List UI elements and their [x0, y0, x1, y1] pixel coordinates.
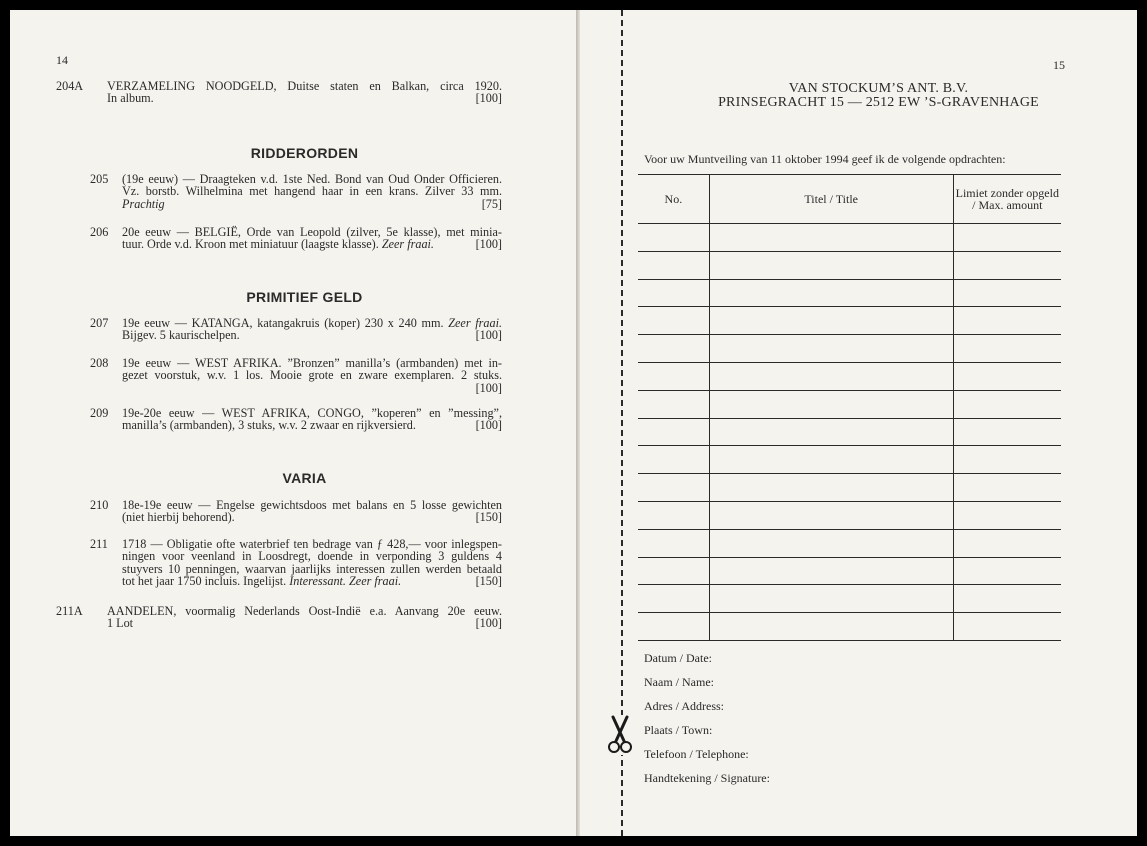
left-page — [10, 10, 576, 836]
name-field: Naam / Name: — [644, 675, 714, 689]
lot-text-line: tuur. Orde v.d. Kroon met miniatuur (laagste klasse). — [122, 237, 379, 252]
lot-price: [100] — [475, 380, 502, 395]
order-cell-limit — [953, 418, 1061, 446]
order-cell-limit — [953, 474, 1061, 502]
order-row — [638, 557, 1061, 585]
order-row — [638, 390, 1061, 418]
lot-text-line: In album. — [107, 91, 154, 106]
lot-text-line: Vz. borstb. Wilhelmina met hangend haar in een krans. Zilver 33 mm. — [122, 184, 502, 199]
lot-text-line: gezet voorstuk, w.v. 1 los. Mooie grote en zware exemplaren. 2 stuks. — [122, 368, 502, 383]
order-cell-title — [709, 251, 953, 279]
date-field: Datum / Date: — [644, 651, 712, 665]
signature-field: Handtekening / Signature: — [644, 771, 770, 785]
order-cell-title — [709, 335, 953, 363]
order-cell-limit — [953, 613, 1061, 641]
order-cell-no — [638, 335, 709, 363]
order-cell-limit — [953, 501, 1061, 529]
order-row — [638, 251, 1061, 279]
section-title-ridderorden: RIDDERORDEN — [250, 145, 359, 161]
order-cell-limit — [953, 224, 1061, 252]
column-header-title: Titel / Title — [709, 175, 953, 224]
lot-number: 207 — [90, 316, 109, 330]
address-field: Adres / Address: — [644, 699, 724, 713]
lot-number: 205 — [90, 172, 109, 186]
lot-number: 204A — [56, 79, 84, 93]
lot-text-line: AANDELEN, voormalig Nederlands Oost-Indië e.a. Aanvang 20e eeuw. — [107, 604, 502, 618]
order-cell-limit — [953, 362, 1061, 390]
right-page — [580, 10, 1137, 836]
town-field: Plaats / Town: — [644, 723, 713, 737]
cut-line — [621, 10, 623, 836]
order-cell-title — [709, 279, 953, 307]
lot-price: [150] — [475, 510, 502, 525]
order-cell-title — [709, 362, 953, 390]
order-cell-no — [638, 529, 709, 557]
lot-text-line: ningen voor veenland in Loosdregt, doende in verponding 3 guldens 4 — [122, 549, 502, 564]
lot-number: 210 — [90, 498, 109, 512]
order-cell-title — [709, 307, 953, 335]
order-cell-title — [709, 613, 953, 641]
order-cell-no — [638, 557, 709, 585]
lot-condition: Prachtig — [122, 196, 165, 211]
lot-text-line: VERZAMELING NOODGELD, Duitse staten en Balkan, circa 1920. — [107, 79, 502, 93]
order-row — [638, 446, 1061, 474]
lot-text-line: 19e eeuw — WEST AFRIKA. ”Bronzen” manilla’s (armbanden) met in- — [122, 356, 502, 370]
lot-number: 209 — [90, 406, 109, 420]
order-cell-limit — [953, 307, 1061, 335]
lot-text-line: (niet hierbij behorend). — [122, 510, 235, 525]
order-cell-limit — [953, 335, 1061, 363]
order-cell-no — [638, 501, 709, 529]
section-title-varia: VARIA — [282, 470, 327, 486]
order-cell-title — [709, 418, 953, 446]
lot-text-line: (19e eeuw) — Draagteken v.d. 1ste Ned. Bond van Oud Onder Officieren. — [122, 172, 502, 186]
order-row — [638, 362, 1061, 390]
order-cell-title — [709, 446, 953, 474]
dealer-name: VAN STOCKUM’S ANT. B.V. — [788, 81, 969, 96]
order-row — [638, 613, 1061, 641]
lot-text-line: tot het jaar 1750 incluis. Ingelijst. — [122, 573, 287, 588]
order-cell-title — [709, 529, 953, 557]
order-cell-limit — [953, 251, 1061, 279]
order-cell-limit — [953, 390, 1061, 418]
order-row — [638, 307, 1061, 335]
order-row — [638, 279, 1061, 307]
lot-price: [100] — [475, 616, 502, 631]
lot-text-line: 1718 — Obligatie ofte waterbrief ten bedrage van ƒ 428,— voor inlegspen- — [122, 537, 502, 551]
lot-text-line: 19e-20e eeuw — WEST AFRIKA, CONGO, ”koperen” en ”messing”, — [122, 406, 502, 420]
phone-field: Telefoon / Telephone: — [644, 747, 749, 761]
lot-price: [150] — [475, 573, 502, 588]
lot-text-line: stuyvers 10 penningen, waarvan jaarlijks interessen zullen werden betaald — [122, 561, 502, 576]
order-cell-limit — [953, 585, 1061, 613]
lot-price: [100] — [475, 418, 502, 433]
lot-text-line: manilla’s (armbanden), 3 stuks, w.v. 2 zwaar en rijkversierd. — [122, 418, 416, 433]
order-cell-no — [638, 446, 709, 474]
order-cell-title — [709, 501, 953, 529]
order-row — [638, 224, 1061, 252]
order-row — [638, 529, 1061, 557]
order-cell-limit — [953, 446, 1061, 474]
lot-number: 206 — [90, 225, 109, 239]
order-cell-title — [709, 390, 953, 418]
order-cell-no — [638, 279, 709, 307]
order-cell-no — [638, 251, 709, 279]
lot-price: [75] — [481, 196, 502, 211]
order-cell-title — [709, 224, 953, 252]
scissors-icon — [606, 715, 634, 755]
column-header-no: No. — [638, 175, 709, 224]
order-row — [638, 585, 1061, 613]
order-cell-no — [638, 224, 709, 252]
order-cell-limit — [953, 557, 1061, 585]
order-cell-limit — [953, 279, 1061, 307]
lot-price: [100] — [475, 237, 502, 252]
lot-condition: Interessant. Zeer fraai. — [289, 573, 402, 588]
lot-price: [100] — [475, 91, 502, 106]
page-number-left: 14 — [56, 53, 68, 67]
lot-number: 208 — [90, 356, 109, 370]
section-title-primitief-geld: PRIMITIEF GELD — [246, 289, 363, 305]
order-cell-title — [709, 557, 953, 585]
dealer-address: PRINSEGRACHT 15 — 2512 EW ’S-GRAVENHAGE — [718, 95, 1039, 110]
lot-text-line: 1 Lot — [107, 616, 134, 631]
order-cell-no — [638, 307, 709, 335]
page-number-right: 15 — [1053, 58, 1065, 72]
order-cell-title — [709, 474, 953, 502]
order-cell-no — [638, 474, 709, 502]
lot-price: [100] — [475, 328, 502, 343]
order-cell-no — [638, 362, 709, 390]
order-row — [638, 501, 1061, 529]
order-row — [638, 335, 1061, 363]
lot-number: 211A — [56, 604, 83, 618]
order-cell-limit — [953, 529, 1061, 557]
lot-condition: Zeer fraai. — [448, 316, 503, 330]
lot-text-line: 20e eeuw — BELGIË, Orde van Leopold (zilver, 5e klasse), met minia- — [122, 225, 502, 239]
order-cell-no — [638, 613, 709, 641]
lot-condition: Zeer fraai. — [381, 237, 434, 252]
order-row — [638, 474, 1061, 502]
order-table — [638, 174, 1061, 641]
order-cell-no — [638, 418, 709, 446]
order-cell-no — [638, 585, 709, 613]
lot-text-line: Bijgev. 5 kaurischelpen. — [122, 328, 240, 343]
order-intro: Voor uw Muntveiling van 11 oktober 1994 geef ik de volgende opdrachten: — [644, 152, 1006, 166]
column-header-limit: Limiet zonder opgeld / Max. amount — [953, 175, 1061, 224]
order-row — [638, 418, 1061, 446]
lot-text-line: 19e eeuw — KATANGA, katangakruis (koper) 230 x 240 mm. — [122, 316, 444, 330]
order-cell-no — [638, 390, 709, 418]
order-cell-title — [709, 585, 953, 613]
lot-text-line: 18e-19e eeuw — Engelse gewichtsdoos met balans en 5 losse gewichten — [122, 498, 502, 512]
order-table-header — [638, 175, 1061, 224]
lot-number: 211 — [90, 537, 108, 551]
